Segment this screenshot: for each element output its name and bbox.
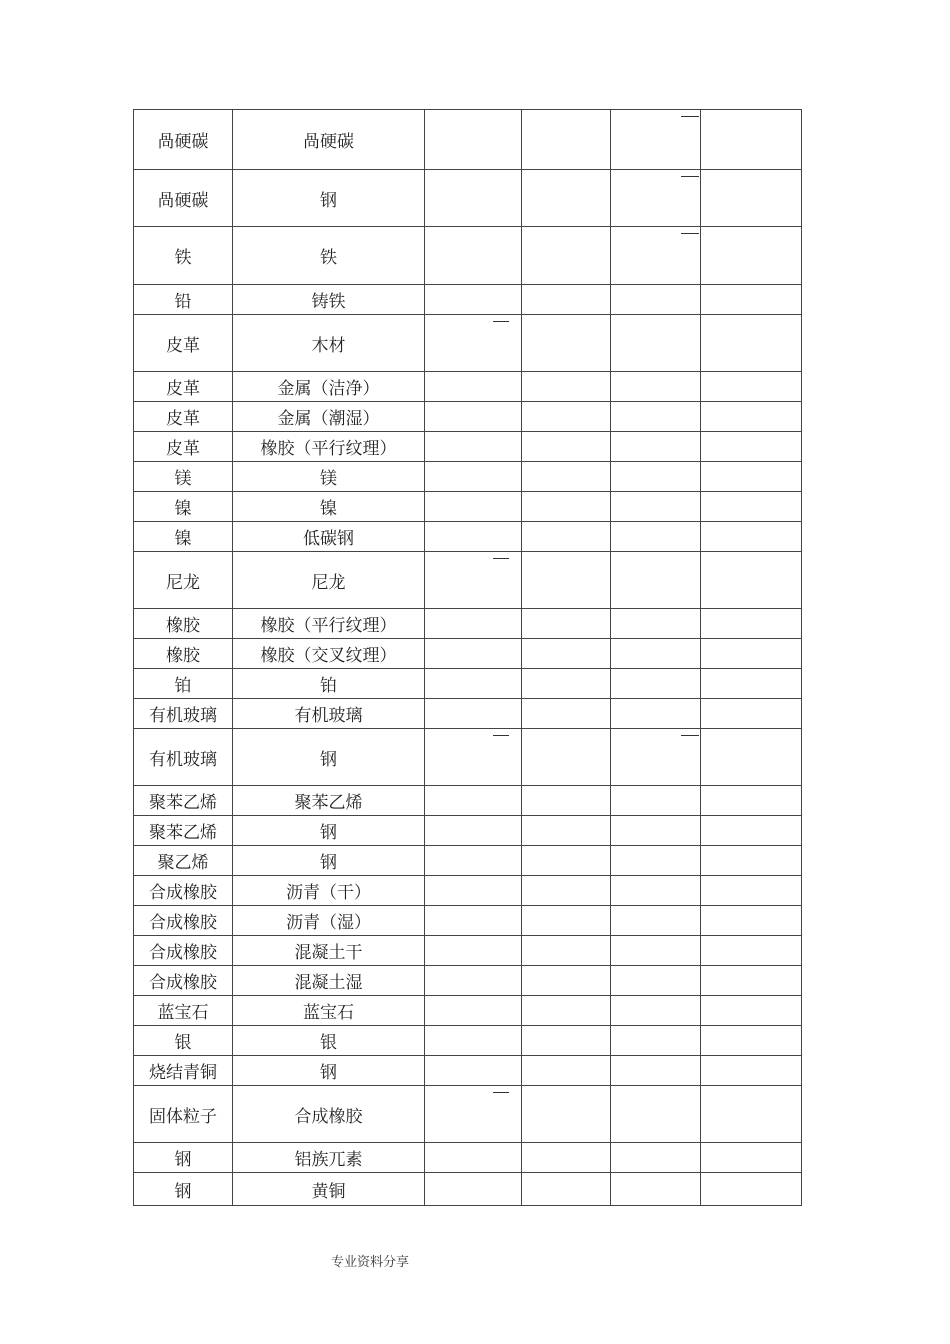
footer-text: 专业资料分享	[331, 1255, 410, 1270]
material-b-cell: 钢	[233, 816, 425, 846]
table-row	[134, 285, 802, 315]
value-cell	[701, 552, 802, 609]
value-cell	[425, 639, 522, 669]
dash-mark	[493, 1092, 509, 1093]
material-b-cell: 镍	[233, 492, 425, 522]
dash-mark	[493, 735, 509, 736]
material-b-cell: 黄铜	[233, 1173, 425, 1206]
value-cell	[522, 816, 611, 846]
value-cell	[611, 227, 701, 285]
table-row	[134, 729, 802, 786]
value-cell	[522, 876, 611, 906]
value-cell	[611, 816, 701, 846]
material-a-cell: 皮革	[134, 432, 233, 462]
material-b-cell: 铂	[233, 669, 425, 699]
material-a-cell: 咼硬碳	[134, 170, 233, 227]
value-cell	[701, 669, 802, 699]
material-b-cell: 橡胶（平行纹理）	[233, 432, 425, 462]
material-a-cell: 钢	[134, 1143, 233, 1173]
dash-mark	[681, 176, 699, 177]
dash-mark	[493, 558, 509, 559]
value-cell	[522, 1086, 611, 1143]
material-b-cell: 银	[233, 1026, 425, 1056]
table-row	[134, 906, 802, 936]
material-b-cell: 铸铁	[233, 285, 425, 315]
value-cell	[425, 906, 522, 936]
value-cell	[701, 315, 802, 372]
value-cell	[522, 966, 611, 996]
material-a-cell: 钢	[134, 1173, 233, 1206]
value-cell	[522, 227, 611, 285]
value-cell	[522, 170, 611, 227]
material-a-cell: 铅	[134, 285, 233, 315]
value-cell	[611, 699, 701, 729]
value-cell	[522, 285, 611, 315]
value-cell	[701, 372, 802, 402]
value-cell	[611, 729, 701, 786]
value-cell	[522, 372, 611, 402]
value-cell	[425, 816, 522, 846]
value-cell	[701, 609, 802, 639]
value-cell	[701, 227, 802, 285]
value-cell	[522, 315, 611, 372]
table-row	[134, 876, 802, 906]
value-cell	[522, 1143, 611, 1173]
material-a-cell: 合成橡胶	[134, 936, 233, 966]
material-a-cell: 皮革	[134, 402, 233, 432]
value-cell	[425, 552, 522, 609]
value-cell	[701, 110, 802, 170]
value-cell	[701, 432, 802, 462]
material-a-cell: 有机玻璃	[134, 699, 233, 729]
material-b-cell: 聚苯乙烯	[233, 786, 425, 816]
material-a-cell: 有机玻璃	[134, 729, 233, 786]
material-a-cell: 镁	[134, 462, 233, 492]
table-row	[134, 432, 802, 462]
value-cell	[425, 966, 522, 996]
friction-table	[133, 109, 802, 1206]
value-cell	[701, 699, 802, 729]
material-a-cell: 橡胶	[134, 609, 233, 639]
material-b-cell: 有机玻璃	[233, 699, 425, 729]
value-cell	[425, 699, 522, 729]
value-cell	[425, 876, 522, 906]
value-cell	[701, 1173, 802, 1206]
value-cell	[522, 609, 611, 639]
material-a-cell: 聚苯乙烯	[134, 786, 233, 816]
table-row	[134, 402, 802, 432]
table-row	[134, 227, 802, 285]
table-row	[134, 522, 802, 552]
value-cell	[425, 729, 522, 786]
material-a-cell: 烧结青铜	[134, 1056, 233, 1086]
value-cell	[425, 996, 522, 1026]
value-cell	[701, 402, 802, 432]
value-cell	[522, 936, 611, 966]
value-cell	[611, 876, 701, 906]
value-cell	[425, 432, 522, 462]
table-row	[134, 846, 802, 876]
value-cell	[701, 492, 802, 522]
table-row	[134, 1173, 802, 1206]
dash-mark	[681, 116, 699, 117]
value-cell	[425, 402, 522, 432]
material-b-cell: 钢	[233, 729, 425, 786]
value-cell	[522, 699, 611, 729]
material-b-cell: 钢	[233, 1056, 425, 1086]
dash-mark	[493, 321, 509, 322]
value-cell	[611, 996, 701, 1026]
material-a-cell: 合成橡胶	[134, 876, 233, 906]
table-row	[134, 1056, 802, 1086]
material-b-cell: 铝族兀素	[233, 1143, 425, 1173]
material-b-cell: 尼龙	[233, 552, 425, 609]
table-row	[134, 372, 802, 402]
value-cell	[611, 786, 701, 816]
value-cell	[425, 522, 522, 552]
value-cell	[522, 1056, 611, 1086]
material-a-cell: 咼硬碳	[134, 110, 233, 170]
value-cell	[522, 729, 611, 786]
material-b-cell: 沥青（湿）	[233, 906, 425, 936]
value-cell	[522, 639, 611, 669]
material-a-cell: 合成橡胶	[134, 966, 233, 996]
material-a-cell: 铂	[134, 669, 233, 699]
value-cell	[522, 462, 611, 492]
value-cell	[425, 1056, 522, 1086]
material-a-cell: 铁	[134, 227, 233, 285]
value-cell	[425, 1143, 522, 1173]
table-row	[134, 996, 802, 1026]
value-cell	[701, 816, 802, 846]
material-a-cell: 皮革	[134, 315, 233, 372]
material-b-cell: 沥青（干）	[233, 876, 425, 906]
value-cell	[611, 315, 701, 372]
value-cell	[611, 966, 701, 996]
value-cell	[611, 846, 701, 876]
value-cell	[701, 876, 802, 906]
value-cell	[701, 1026, 802, 1056]
value-cell	[425, 462, 522, 492]
value-cell	[611, 552, 701, 609]
value-cell	[701, 906, 802, 936]
value-cell	[701, 846, 802, 876]
dash-mark	[681, 735, 699, 736]
table-row	[134, 462, 802, 492]
value-cell	[425, 492, 522, 522]
value-cell	[425, 936, 522, 966]
value-cell	[611, 1086, 701, 1143]
value-cell	[522, 846, 611, 876]
table-row	[134, 609, 802, 639]
value-cell	[522, 669, 611, 699]
value-cell	[611, 522, 701, 552]
table-row	[134, 552, 802, 609]
material-b-cell: 咼硬碳	[233, 110, 425, 170]
value-cell	[522, 1026, 611, 1056]
material-a-cell: 尼龙	[134, 552, 233, 609]
material-a-cell: 蓝宝石	[134, 996, 233, 1026]
friction-table-body	[134, 110, 802, 1206]
material-b-cell: 橡胶（平行纹理）	[233, 609, 425, 639]
value-cell	[425, 170, 522, 227]
value-cell	[425, 1086, 522, 1143]
value-cell	[611, 609, 701, 639]
table-row	[134, 816, 802, 846]
value-cell	[701, 729, 802, 786]
table-row	[134, 315, 802, 372]
value-cell	[522, 522, 611, 552]
value-cell	[701, 285, 802, 315]
value-cell	[611, 669, 701, 699]
value-cell	[425, 227, 522, 285]
material-b-cell: 钢	[233, 846, 425, 876]
value-cell	[701, 1143, 802, 1173]
table-row	[134, 1086, 802, 1143]
material-b-cell: 镁	[233, 462, 425, 492]
value-cell	[701, 639, 802, 669]
material-b-cell: 混凝土干	[233, 936, 425, 966]
value-cell	[425, 1173, 522, 1206]
value-cell	[701, 966, 802, 996]
value-cell	[425, 1026, 522, 1056]
material-a-cell: 固体粒子	[134, 1086, 233, 1143]
material-a-cell: 聚苯乙烯	[134, 816, 233, 846]
value-cell	[522, 1173, 611, 1206]
value-cell	[701, 462, 802, 492]
value-cell	[611, 432, 701, 462]
value-cell	[522, 402, 611, 432]
value-cell	[522, 552, 611, 609]
value-cell	[611, 285, 701, 315]
value-cell	[611, 462, 701, 492]
value-cell	[425, 110, 522, 170]
value-cell	[611, 1173, 701, 1206]
material-b-cell: 木材	[233, 315, 425, 372]
material-b-cell: 金属（洁净）	[233, 372, 425, 402]
material-a-cell: 银	[134, 1026, 233, 1056]
value-cell	[701, 996, 802, 1026]
value-cell	[611, 170, 701, 227]
value-cell	[701, 1086, 802, 1143]
value-cell	[611, 1026, 701, 1056]
table-row	[134, 639, 802, 669]
value-cell	[701, 1056, 802, 1086]
value-cell	[611, 402, 701, 432]
value-cell	[611, 110, 701, 170]
value-cell	[522, 996, 611, 1026]
value-cell	[611, 906, 701, 936]
table-row	[134, 966, 802, 996]
value-cell	[701, 936, 802, 966]
material-a-cell: 镍	[134, 522, 233, 552]
table-row	[134, 1143, 802, 1173]
value-cell	[611, 492, 701, 522]
table-row	[134, 699, 802, 729]
material-b-cell: 蓝宝石	[233, 996, 425, 1026]
material-a-cell: 聚乙烯	[134, 846, 233, 876]
value-cell	[701, 170, 802, 227]
value-cell	[425, 372, 522, 402]
table-row	[134, 170, 802, 227]
value-cell	[522, 492, 611, 522]
material-a-cell: 橡胶	[134, 639, 233, 669]
table-row	[134, 110, 802, 170]
value-cell	[611, 372, 701, 402]
value-cell	[611, 936, 701, 966]
table-row	[134, 669, 802, 699]
value-cell	[425, 786, 522, 816]
value-cell	[425, 285, 522, 315]
value-cell	[701, 522, 802, 552]
value-cell	[522, 110, 611, 170]
material-b-cell: 合成橡胶	[233, 1086, 425, 1143]
value-cell	[425, 846, 522, 876]
value-cell	[425, 669, 522, 699]
value-cell	[701, 786, 802, 816]
value-cell	[522, 432, 611, 462]
table-row	[134, 1026, 802, 1056]
material-b-cell: 橡胶（交叉纹理）	[233, 639, 425, 669]
value-cell	[522, 786, 611, 816]
material-a-cell: 皮革	[134, 372, 233, 402]
material-b-cell: 低碳钢	[233, 522, 425, 552]
value-cell	[425, 609, 522, 639]
value-cell	[522, 906, 611, 936]
material-b-cell: 混凝土湿	[233, 966, 425, 996]
value-cell	[611, 1056, 701, 1086]
table-row	[134, 936, 802, 966]
material-b-cell: 钢	[233, 170, 425, 227]
material-b-cell: 金属（潮湿）	[233, 402, 425, 432]
dash-mark	[681, 233, 699, 234]
material-b-cell: 铁	[233, 227, 425, 285]
table-row	[134, 786, 802, 816]
value-cell	[611, 1143, 701, 1173]
table-row	[134, 492, 802, 522]
material-a-cell: 镍	[134, 492, 233, 522]
material-a-cell: 合成橡胶	[134, 906, 233, 936]
value-cell	[425, 315, 522, 372]
value-cell	[611, 639, 701, 669]
